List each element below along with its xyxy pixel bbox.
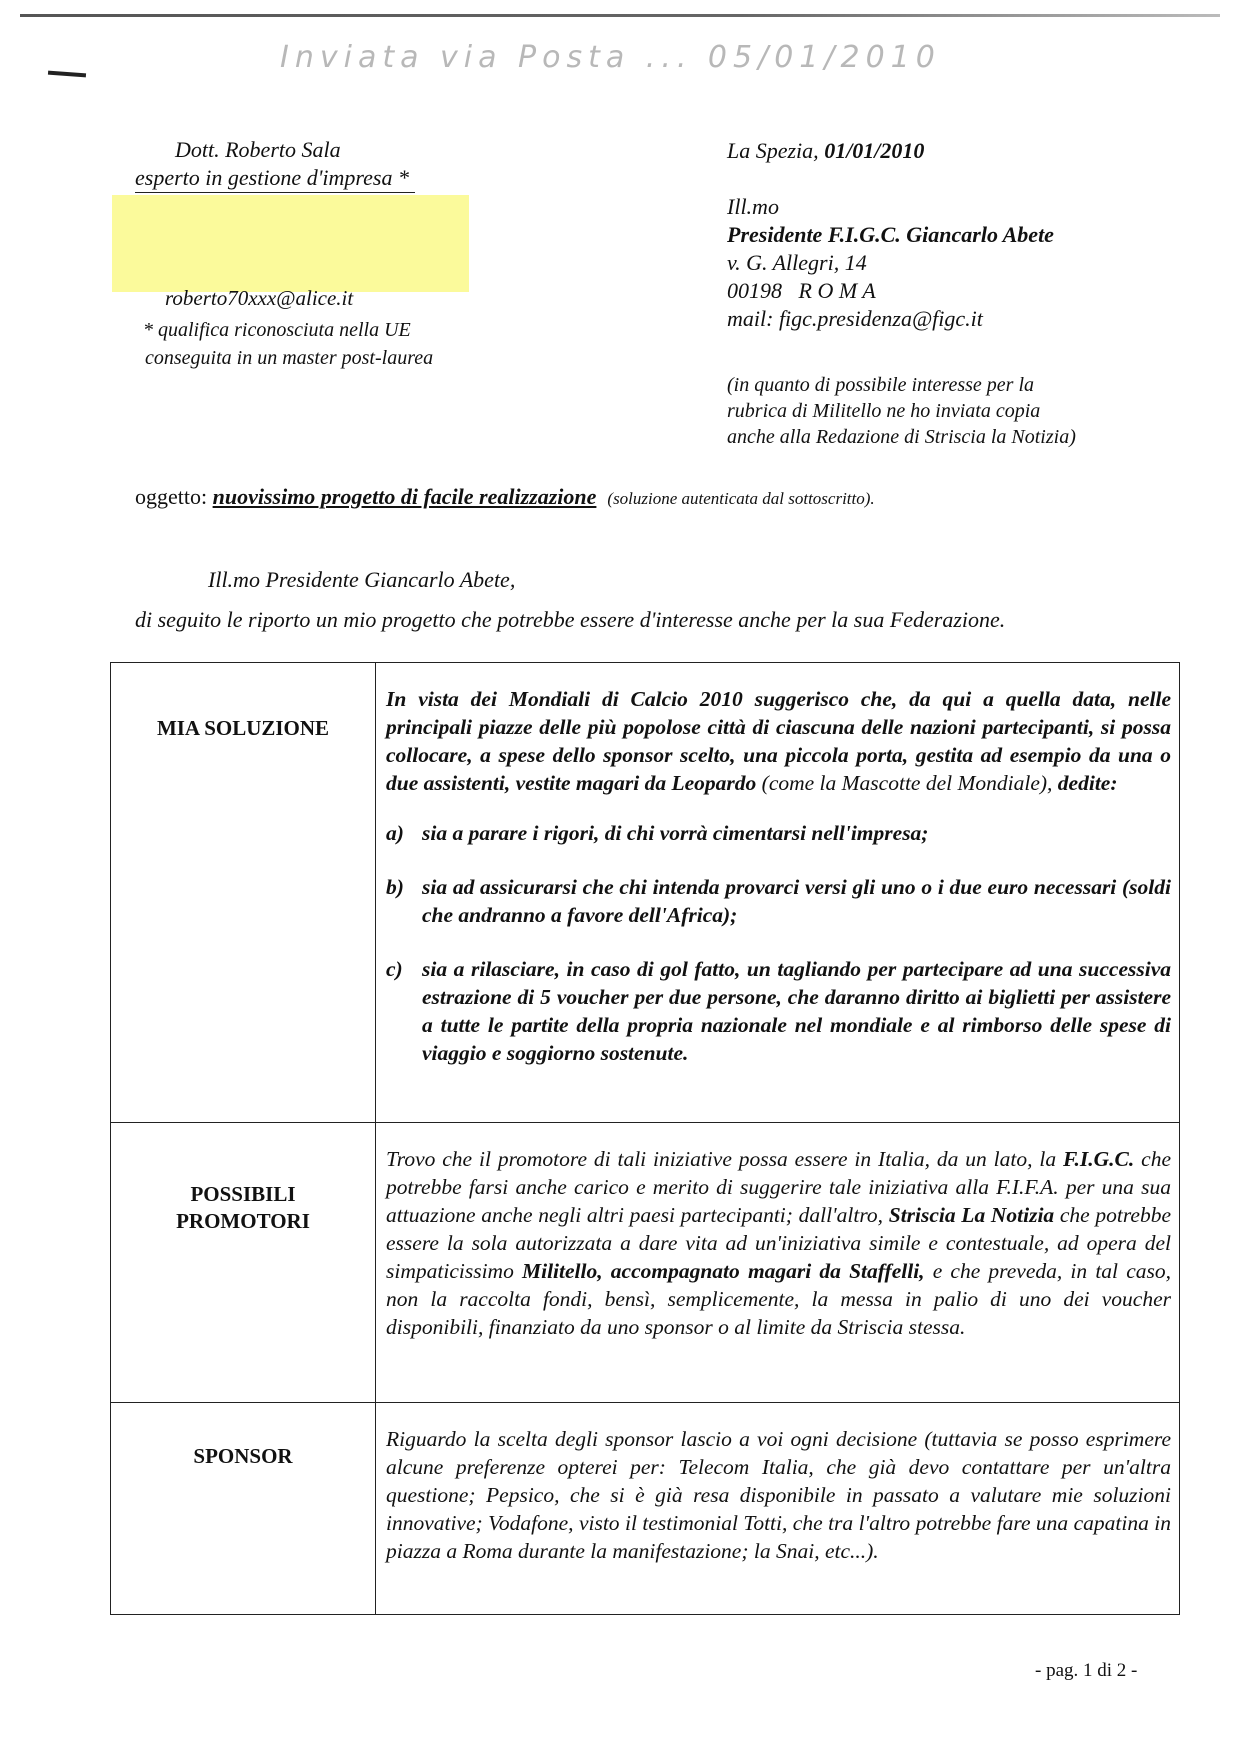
intro-paragraph: di seguito le riporto un mio progetto che potrebbe essere d'interesse anche per la sua Federazione. [135, 607, 1006, 632]
row-content [376, 663, 1180, 1123]
recipient-name: Presidente F.I.G.C. Giancarlo Abete [727, 222, 1054, 247]
subject-prefix: oggetto: [135, 484, 213, 509]
row-label: SPONSOR [111, 1403, 376, 1615]
list-marker: c) [386, 957, 403, 981]
row-label-line: POSSIBILI [190, 1182, 296, 1206]
promoters-text: che potrebbe farsi anche carico e merito di suggerire tale iniziativa alla F.I.F.A. per una sua attuazione anche negli altri paesi partecipanti; dall'altro, [386, 1147, 1172, 1227]
solution-mascot-note: (come la Mascotte del Mondiale), [756, 771, 1058, 795]
solution-dedite: dedite: [1057, 771, 1118, 795]
promoters-bold: F.I.G.C. [1062, 1147, 1135, 1171]
solution-text: In vista dei Mondiali di Calcio 2010 suggerisco che, da qui a quella data, nelle principali piazze delle più popolose città di ciascuna delle nazioni partecipanti, si possa collocare, a spese dello sponsor scelto, una piccola porta, gestita ad esempio da una o due assistenti, vestite magari da [386, 687, 1171, 795]
sender-note-line: conseguita in un master post-laurea [145, 347, 434, 369]
copy-note-line: anche alla Redazione di Striscia la Notizia) [727, 426, 1076, 448]
subject-note: (soluzione autenticata dal sottoscritto). [607, 489, 875, 508]
promoters-text: e che preveda, in tal caso, non la raccolta fondi, bensì, semplicemente, la messa in palio di uno dei voucher disponibili, finanziato da uno sponsor o al limite da Striscia stessa. [386, 1259, 1171, 1339]
table-row [111, 663, 1180, 1123]
row-label-line: PROMOTORI [176, 1209, 310, 1233]
top-rule [20, 14, 1220, 17]
letter-date: 01/01/2010 [824, 138, 925, 163]
list-item [386, 955, 1171, 1067]
solution-mascot: Leopardo [671, 771, 757, 795]
list-item [386, 819, 1171, 847]
handwritten-note: Inviata via Posta ... 05/01/2010 [280, 40, 941, 75]
sender-note-line: * qualifica riconosciuta nella UE [143, 319, 411, 341]
list-item [386, 873, 1171, 929]
list-text: sia a rilasciare, in caso di gol fatto, un tagliando per partecipare ad una successiva estrazione di 5 voucher per due persone, che daranno diritto ai biglietti per assistere a tutte le partite della propria nazionale nel mondiale e al rimborso delle spese di viaggio e soggiorno sostenute. [422, 957, 1171, 1065]
recipient-title: Ill.mo [727, 194, 779, 219]
recipient-street: v. G. Allegri, 14 [727, 250, 867, 275]
table-row [111, 1123, 1180, 1403]
copy-note [727, 372, 1076, 450]
salutation: Ill.mo Presidente Giancarlo Abete, [208, 567, 516, 592]
subject-line [135, 484, 875, 510]
page-number: - pag. 1 di 2 - [1035, 1660, 1138, 1681]
promoters-bold: Striscia La Notizia [888, 1203, 1055, 1227]
sender-block [135, 136, 415, 193]
promoters-text: Trovo che il promotore di tali iniziative possa essere in Italia, da un lato, la [386, 1147, 1063, 1171]
redacted-highlight [112, 195, 469, 292]
recipient-block [727, 137, 1054, 333]
recipient-city: 00198 R O M A [727, 278, 876, 303]
row-content [376, 1123, 1180, 1403]
sender-name: Dott. Roberto Sala [175, 137, 341, 162]
list-text: sia ad assicurarsi che chi intenda provarci versi gli uno o i due euro necessari (soldi che andranno a favore dell'Africa); [422, 875, 1171, 927]
list-marker: a) [386, 821, 404, 845]
place-date [727, 137, 1054, 165]
margin-mark [48, 71, 86, 78]
copy-note-line: (in quanto di possibile interesse per la [727, 374, 1035, 396]
recipient-mail: mail: figc.presidenza@figc.it [727, 306, 983, 331]
promoters-text: che potrebbe essere la sola autorizzata a dare vita ad un'iniziativa simile e contestuale, ad opera del simpaticissimo [386, 1203, 1171, 1283]
list-marker: b) [386, 875, 404, 899]
sender-role: esperto in gestione d'impresa * [135, 164, 415, 193]
sender-email: roberto70xxx@alice.it [165, 286, 354, 310]
list-text: sia a parare i rigori, di chi vorrà cimentarsi nell'impresa; [422, 821, 929, 845]
proposal-table [110, 662, 1180, 1615]
row-label [111, 1123, 376, 1403]
row-content: Riguardo la scelta degli sponsor lascio a voi ogni decisione (tuttavia se posso esprimere alcune preferenze opterei per: Telecom Italia, che già devo contattare per un'altra questione; Pepsico, che si è già resa disponibile in passato a valutare mie soluzioni innovative; Vodafone, visto il testimonial Totti, che tra l'altro potrebbe fare una capatina in piazza a Roma durante la manifestazione; la Snai, etc...). [376, 1403, 1180, 1615]
sender-notes [143, 316, 433, 372]
place: La Spezia, [727, 138, 825, 163]
subject-title: nuovissimo progetto di facile realizzazione [212, 484, 597, 509]
promoters-bold: Militello, accompagnato magari da Staffelli, [521, 1259, 925, 1283]
table-row [111, 1403, 1180, 1615]
row-label: MIA SOLUZIONE [111, 663, 376, 1123]
copy-note-line: rubrica di Militello ne ho inviata copia [727, 400, 1041, 422]
